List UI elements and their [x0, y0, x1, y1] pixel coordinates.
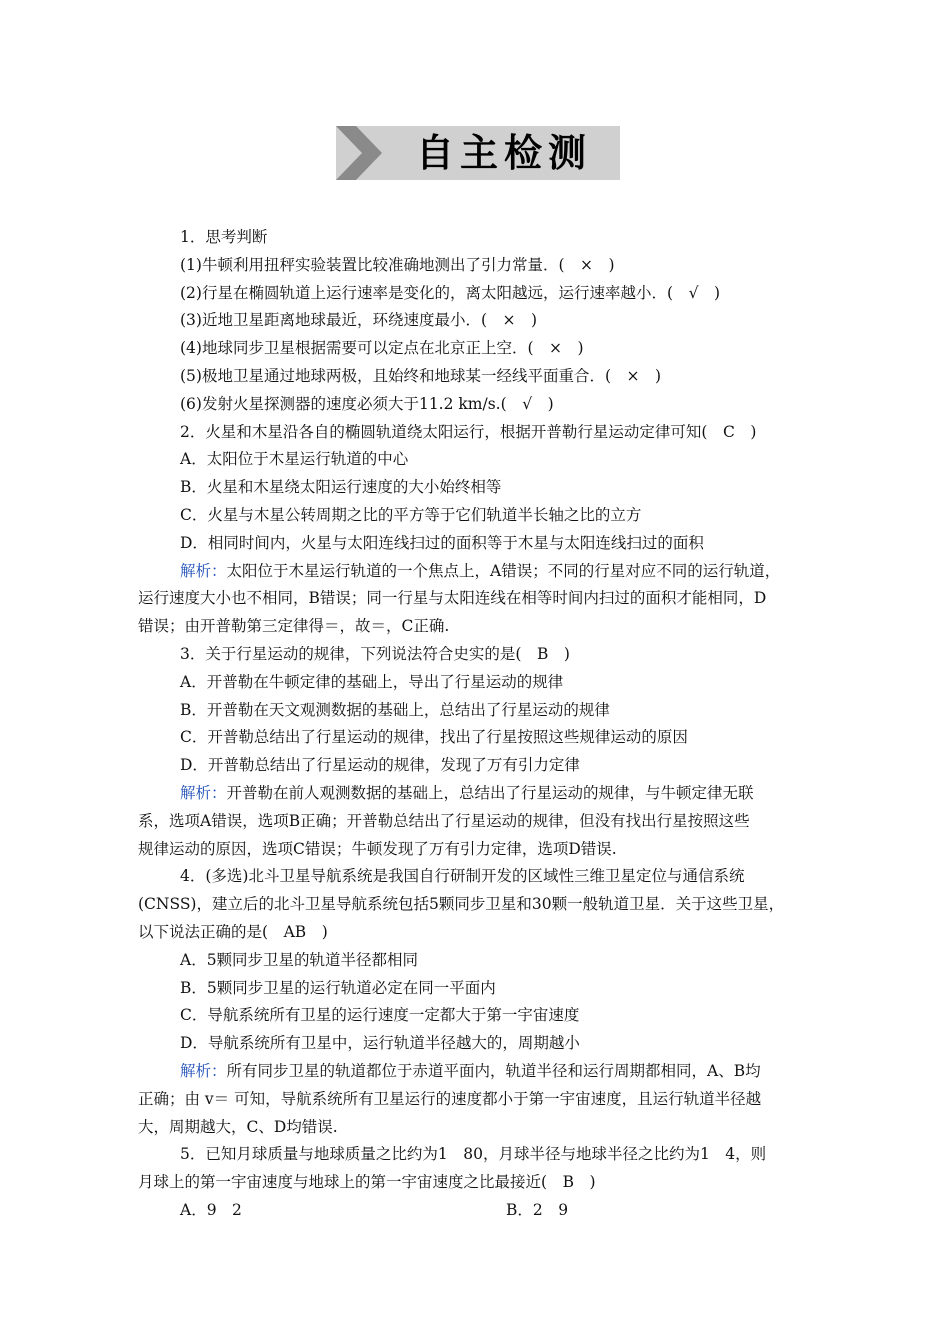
answer-mark: × [626, 366, 640, 385]
section-banner [336, 126, 620, 180]
q1-item: (1)牛顿利用扭秤实验装置比较准确地测出了引力常量．( × ) [138, 252, 818, 280]
q4-analysis-cont: 正确；由 v＝ 可知，导航系统所有卫星运行的速度都小于第一宇宙速度，且运行轨道半径越 [138, 1089, 762, 1108]
q5-option: B．2 9 [506, 1200, 569, 1219]
q1-item: (3)近地卫星距离地球最近，环绕速度最小．( × ) [138, 307, 818, 335]
q3-option: C．开普勒总结出了行星运动的规律，找出了行星按照这些规律运动的原因 [180, 728, 688, 747]
exercise-content [138, 224, 818, 1225]
q3-analysis: 解析：开普勒在前人观测数据的基础上，总结出了行星运动的规律，与牛顿定律无联 [180, 783, 754, 802]
q1-item: (6)发射火星探测器的速度必须大于11.2 km/s.( √ ) [138, 391, 818, 419]
q3-stem: 3．关于行星运动的规律，下列说法符合史实的是( B ) [138, 641, 818, 669]
q3-option: B．开普勒在天文观测数据的基础上，总结出了行星运动的规律 [180, 700, 610, 719]
q5-option: A．9 2 [180, 1200, 242, 1219]
q3-option: D．开普勒总结出了行星运动的规律，发现了万有引力定律 [180, 756, 580, 775]
answer-mark: × [502, 311, 516, 330]
q1-header: 1．思考判断 [180, 228, 268, 246]
q4-option: C．导航系统所有卫星的运行速度一定都大于第一宇宙速度 [180, 1006, 580, 1025]
answer-mark: √ [522, 394, 533, 413]
q4-option: A．5颗同步卫星的轨道半径都相同 [180, 950, 419, 969]
q4-analysis-cont: 大，周期越大，C、D均错误. [138, 1117, 338, 1136]
answer-mark: √ [688, 283, 699, 302]
answer-mark: B [536, 644, 549, 663]
section-title: 自主检测 [415, 131, 592, 175]
answer-mark: AB [283, 922, 307, 941]
q1-item: (5)极地卫星通过地球两极，且始终和地球某一经线平面重合．( × ) [138, 363, 818, 391]
analysis-label: 解析： [180, 561, 227, 580]
q3-analysis-cont: 系，选项A错误，选项B正确；开普勒总结出了行星运动的规律，但没有找出行星按照这些 [138, 811, 750, 830]
q2-analysis-cont: 运行速度大小也不相同，B错误；同一行星与太阳连线在相等时间内扫过的面积才能相同，D [138, 589, 767, 608]
analysis-label: 解析： [180, 783, 227, 802]
q2-option: C．火星与木星公转周期之比的平方等于它们轨道半长轴之比的立方 [180, 505, 642, 524]
q1-item: (4)地球同步卫星根据需要可以定点在北京正上空．( × ) [138, 335, 818, 363]
answer-mark: C [722, 422, 735, 441]
q2-analysis-cont: 错误；由开普勒第三定律得＝，故＝，C正确. [138, 617, 450, 636]
q4-analysis: 解析：所有同步卫星的轨道都位于赤道平面内，轨道半径和运行周期都相同，A、B均 [180, 1061, 761, 1080]
q4-stem-cont: 以下说法正确的是( AB ) [138, 919, 818, 947]
q2-stem: 2．火星和木星沿各自的椭圆轨道绕太阳运行，根据开普勒行星运动定律可知( C ) [138, 419, 818, 447]
q2-option: B．火星和木星绕太阳运行速度的大小始终相等 [180, 478, 502, 497]
q5-stem-cont: 月球上的第一宇宙速度与地球上的第一宇宙速度之比最接近( B ) [138, 1169, 818, 1197]
q1-item: (2)行星在椭圆轨道上运行速率是变化的，离太阳越远，运行速率越小．( √ ) [138, 280, 818, 308]
analysis-label: 解析： [180, 1061, 227, 1080]
q4-stem: 4．(多选)北斗卫星导航系统是我国自行研制开发的区域性三维卫星定位与通信系统 [180, 867, 745, 886]
q4-option: B．5颗同步卫星的运行轨道必定在同一平面内 [180, 978, 496, 997]
q2-option: D．相同时间内，火星与太阳连线扫过的面积等于木星与太阳连线扫过的面积 [180, 533, 704, 552]
q3-analysis-cont: 规律运动的原因，选项C错误；牛顿发现了万有引力定律，选项D错误. [138, 839, 617, 858]
answer-mark: B [562, 1173, 574, 1192]
answer-mark: × [549, 339, 563, 358]
q2-option: A．太阳位于木星运行轨道的中心 [180, 450, 409, 469]
q4-stem-cont: (CNSS)，建立后的北斗卫星导航系统包括5颗同步卫星和30颗一般轨道卫星．关于这些卫星， [138, 895, 785, 914]
answer-mark: × [580, 255, 594, 274]
q2-analysis: 解析：太阳位于木星运行轨道的一个焦点上，A错误；不同的行星对应不同的运行轨道， [180, 561, 781, 580]
q5-options [138, 1197, 818, 1225]
q3-option: A．开普勒在牛顿定律的基础上，导出了行星运动的规律 [180, 672, 564, 691]
q5-stem: 5．已知月球质量与地球质量之比约为1 80，月球半径与地球半径之比约为1 4，则 [180, 1145, 767, 1164]
q4-option: D．导航系统所有卫星中，运行轨道半径越大的，周期越小 [180, 1034, 580, 1053]
